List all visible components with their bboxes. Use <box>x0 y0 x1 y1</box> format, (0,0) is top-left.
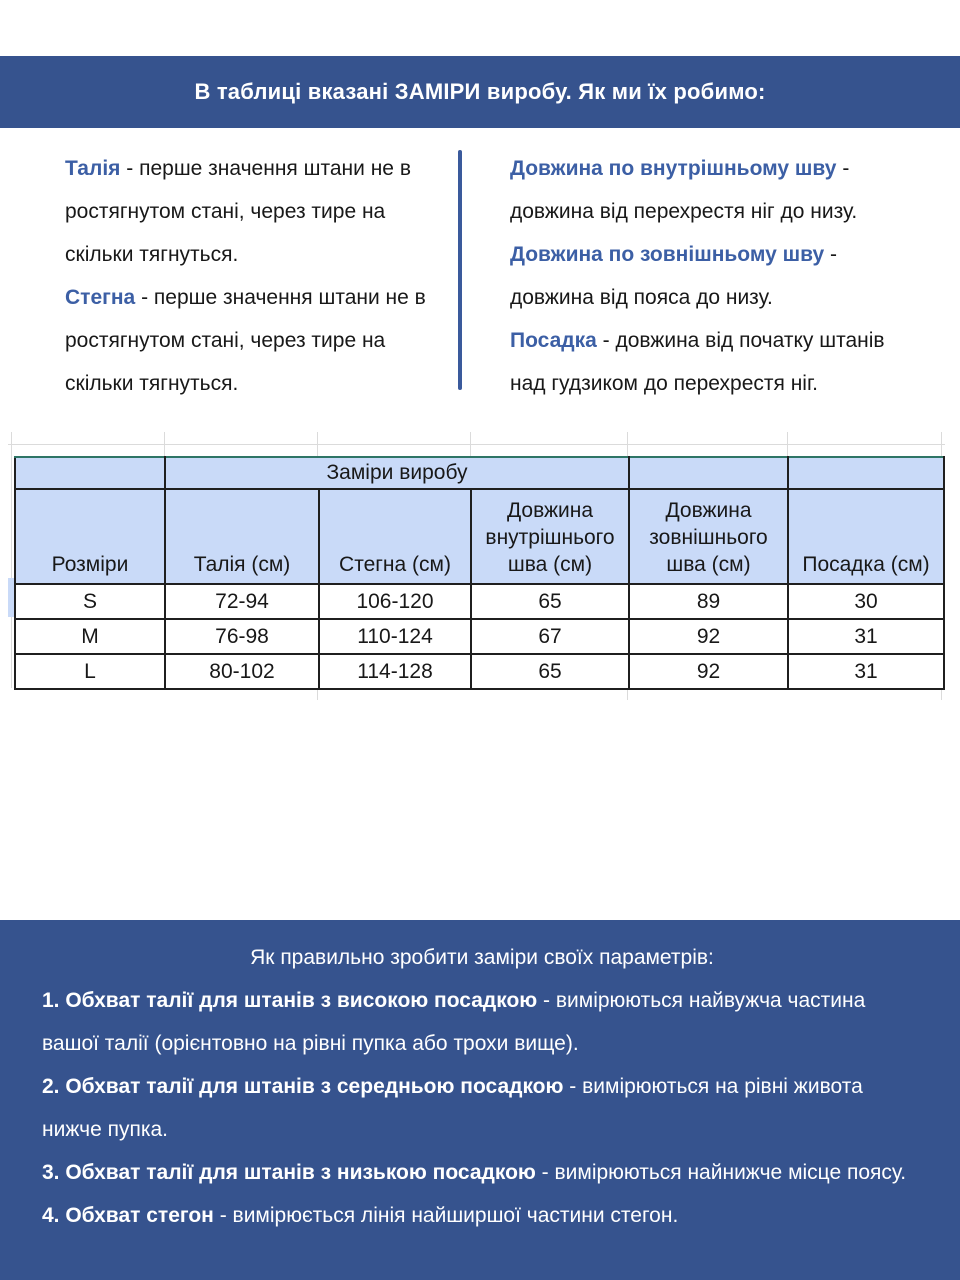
howto-item-3 <box>42 1151 922 1194</box>
table-merged-header-row <box>15 457 944 489</box>
value-cell: 106-120 <box>319 584 471 619</box>
faint-gridline <box>627 432 628 456</box>
empty-cell <box>788 457 944 489</box>
table-row-size-l <box>15 654 944 689</box>
value-cell: 65 <box>471 584 629 619</box>
column-divider <box>458 150 462 390</box>
definition-talia <box>65 147 437 276</box>
value-cell: 114-128 <box>319 654 471 689</box>
howto-item-text: - вимірюються найнижче місце поясу. <box>535 1161 907 1184</box>
definition-text: - довжина від пояса до низу. <box>510 243 838 309</box>
definitions-left-column <box>65 147 437 405</box>
howto-item-term: 4. Обхват стегон <box>42 1204 214 1227</box>
definition-term: Довжина по внутрішньому шву <box>510 157 837 180</box>
howto-item-text: - вимірюються на рівні живота нижче пупка. <box>42 1075 863 1141</box>
howto-item-4 <box>42 1194 922 1237</box>
faint-gridline <box>164 432 165 456</box>
definition-term: Довжина по зовнішньому шву <box>510 243 825 266</box>
faint-gridline <box>787 432 788 456</box>
faint-gridline <box>8 444 945 445</box>
faint-gridline <box>11 432 12 688</box>
column-header: Розміри <box>15 489 165 584</box>
howto-item-term: 3. Обхват талії для штанів з низькою посадкою <box>42 1161 536 1184</box>
column-header: Посадка (см) <box>788 489 944 584</box>
table-row-size-m <box>15 619 944 654</box>
howto-item-term: 2. Обхват талії для штанів з середньою посадкою <box>42 1075 564 1098</box>
definition-term: Талія <box>65 157 121 180</box>
definition-posadka <box>510 319 924 405</box>
value-cell: 67 <box>471 619 629 654</box>
howto-heading: Як правильно зробити заміри своїх параметрів: <box>250 946 714 969</box>
column-header: Талія (см) <box>165 489 319 584</box>
value-cell: 110-124 <box>319 619 471 654</box>
value-cell: 65 <box>471 654 629 689</box>
faint-gridline <box>317 432 318 456</box>
table-column-header-row <box>15 489 944 584</box>
definition-term: Посадка <box>510 329 597 352</box>
definitions-right-column <box>510 147 924 405</box>
value-cell: 72-94 <box>165 584 319 619</box>
howto-item-1 <box>42 979 922 1065</box>
definition-stegna <box>65 276 437 405</box>
definition-term: Стегна <box>65 286 136 309</box>
faint-gridline <box>470 432 471 456</box>
howto-item-2 <box>42 1065 922 1151</box>
value-cell: 31 <box>788 654 944 689</box>
empty-cell <box>15 457 165 489</box>
value-cell: 89 <box>629 584 788 619</box>
header-banner <box>0 56 960 128</box>
merged-header-cell: Заміри виробу <box>165 457 629 489</box>
definition-text: - довжина від початку штанів над гудзиком до перехрестя ніг. <box>510 329 885 395</box>
size-cell: M <box>15 619 165 654</box>
definition-text: - перше значення штани не в ростягнутом стані, через тире на скільки тягнуться. <box>65 157 411 266</box>
value-cell: 76-98 <box>165 619 319 654</box>
value-cell: 30 <box>788 584 944 619</box>
definition-outer-seam <box>510 233 924 319</box>
page-title: В таблиці вказані ЗАМІРИ виробу. Як ми їх робимо: <box>194 79 766 104</box>
definition-inner-seam <box>510 147 924 233</box>
size-table <box>14 456 945 690</box>
howto-item-text: - вимірюється лінія найширшої частини стегон. <box>213 1204 679 1227</box>
value-cell: 92 <box>629 619 788 654</box>
definition-text: - перше значення штани не в ростягнутом стані, через тире на скільки тягнуться. <box>65 286 426 395</box>
size-cell: L <box>15 654 165 689</box>
size-table-area <box>0 430 960 730</box>
column-header: Стегна (см) <box>319 489 471 584</box>
value-cell: 92 <box>629 654 788 689</box>
faint-gridline <box>941 432 942 456</box>
howto-item-term: 1. Обхват талії для штанів з високою посадкою <box>42 989 538 1012</box>
howto-item-text: - вимірюються найвужча частина вашої талії (орієнтовно на рівні пупка або трохи вище). <box>42 989 866 1055</box>
definition-text: - довжина від перехрестя ніг до низу. <box>510 157 858 223</box>
value-cell: 31 <box>788 619 944 654</box>
column-header: Довжина зовнішнього шва (см) <box>629 489 788 584</box>
value-cell: 80-102 <box>165 654 319 689</box>
column-header: Довжина внутрішнього шва (см) <box>471 489 629 584</box>
size-cell: S <box>15 584 165 619</box>
howto-section <box>0 920 960 1280</box>
empty-cell <box>629 457 788 489</box>
table-row-size-s <box>15 584 944 619</box>
